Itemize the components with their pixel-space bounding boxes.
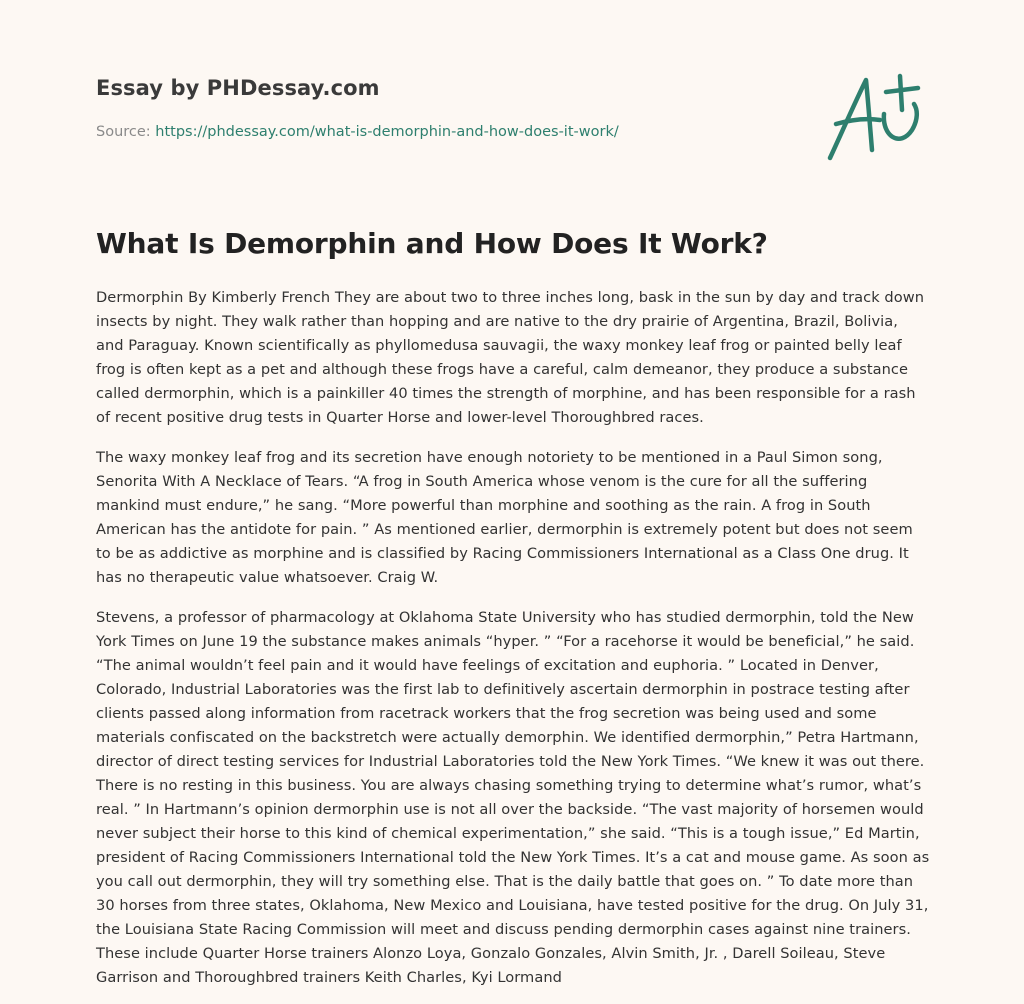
source-line (96, 124, 619, 140)
essay-body (96, 286, 930, 1004)
a-plus-logo-icon (822, 70, 926, 162)
essay-paragraph: Stevens, a professor of pharmacology at Oklahoma State University who has studied dermorphin, told the New York Times on June 19 the substance makes animals “hyper. ” “For a racehorse it would be beneficial,” he said. “The animal wouldn’t feel pain and it would have feelings of excitation and euphoria. ” Located in Denver, Colorado, Industrial Laboratories was the first lab to definitively ascertain dermorphin in postrace testing after clients passed along information from racetrack workers that the frog secretion was being used and some materials confiscated on the backstretch were actually demorphin. We identified dermorphin,” Petra Hartmann, director of direct testing services for Industrial Laboratories told the New York Times. “We knew it was out there. There is no resting in this business. You are always chasing something trying to determine what’s rumor, what’s real. ” In Hartmann’s opinion dermorphin use is not all over the backside. “The vast majority of horsemen would never subject their horse to this kind of chemical experimentation,” she said. “This is a tough issue,” Ed Martin, president of Racing Commissioners International told the New York Times. It’s a cat and mouse game. As soon as you call out dermorphin, they will try something else. That is the daily battle that goes on. ” To date more than 30 horses from three states, Oklahoma, New Mexico and Louisiana, have tested positive for the drug. On July 31, the Louisiana State Racing Commission will meet and discuss pending dermorphin cases against nine trainers. These include Quarter Horse trainers Alonzo Loya, Gonzalo Gonzales, Alvin Smith, Jr. , Darell Soileau, Steve Garrison and Thoroughbred trainers Keith Charles, Kyi Lormand (96, 609, 930, 986)
essay-paragraph: The waxy monkey leaf frog and its secretion have enough notoriety to be mentioned in a Paul Simon song, Senorita With A Necklace of Tears. “A frog in South America whose venom is the cure for all the suffering mankind must endure,” he sang. “More powerful than morphine and soothing as the rain. A frog in South American has the antidote for pain. ” As mentioned earlier, dermorphin is extremely potent but does not seem to be as addictive as morphine and is classified by Racing Commissioners International as a Class One drug. It has no therapeutic value whatsoever. Craig W. (96, 449, 913, 586)
page-title: What Is Demorphin and How Does It Work? (96, 227, 768, 260)
essay-paragraph: Dermorphin By Kimberly French They are about two to three inches long, bask in the sun by day and track down insects by night. They walk rather than hopping and are native to the dry prairie of Argentina, Brazil, Bolivia, and Paraguay. Known scientifically as phyllomedusa sauvagii, the waxy monkey leaf frog or painted belly leaf frog is often kept as a pet and although these frogs have a careful, calm demeanor, they produce a substance called dermorphin, which is a painkiller 40 times the strength of morphine, and has been responsible for a rash of recent positive drug tests in Quarter Horse and lower-level Thoroughbred races. (96, 289, 924, 426)
source-label: Source: (96, 124, 156, 140)
source-link[interactable]: https://phdessay.com/what-is-demorphin-and-how-does-it-work/ (155, 124, 619, 140)
site-brand: Essay by PHDessay.com (96, 76, 380, 100)
